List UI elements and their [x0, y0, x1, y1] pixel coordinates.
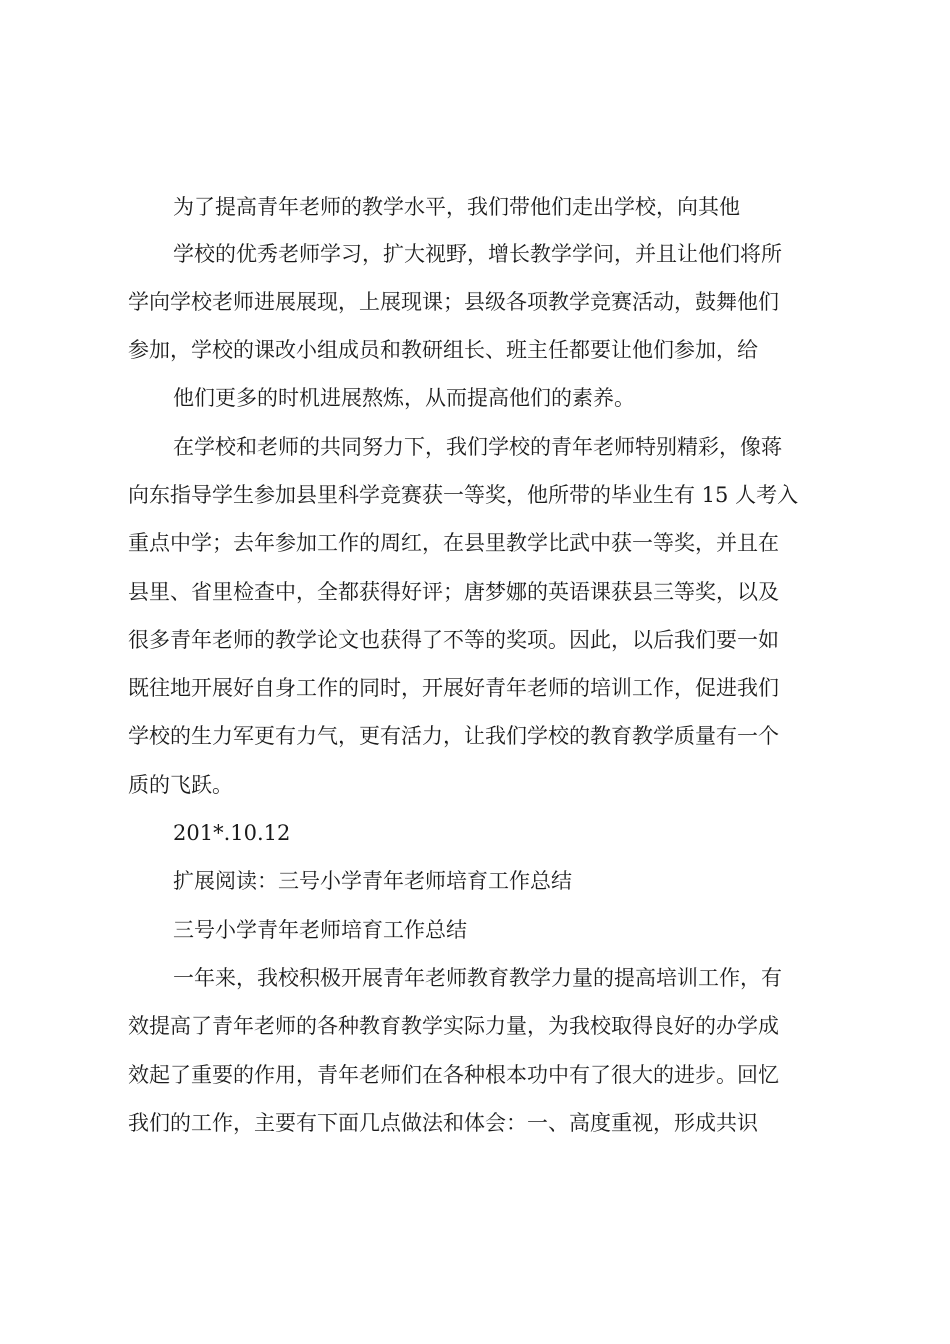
date-line: 201*.10.12	[173, 821, 291, 845]
text-line-1: 为了提高青年老师的教学水平，我们带他们走出学校，向其他	[173, 195, 740, 219]
text-line-5: 他们更多的时机进展熬炼，从而提高他们的素养。	[173, 386, 635, 410]
text-line-2: 学校的优秀老师学习，扩大视野，增长教学学问，并且让他们将所	[173, 242, 782, 266]
text-line-7: 向东指导学生参加县里科学竞赛获一等奖，他所带的毕业生有 15 人考入	[128, 483, 799, 507]
text-line-20: 我们的工作，主要有下面几点做法和体会：一、高度重视，形成共识	[128, 1111, 758, 1135]
text-line-18: 效提高了青年老师的各种教育教学实际力量，为我校取得良好的办学成	[128, 1014, 779, 1038]
text-line-4: 参加，学校的课改小组成员和教研组长、班主任都要让他们参加，给	[128, 338, 758, 362]
text-line-11: 既往地开展好自身工作的同时，开展好青年老师的培训工作，促进我们	[128, 676, 779, 700]
text-line-19: 效起了重要的作用，青年老师们在各种根本功中有了很大的进步。回忆	[128, 1063, 779, 1087]
text-line-3: 学向学校老师进展展现，上展现课；县级各项教学竞赛活动，鼓舞他们	[128, 290, 779, 314]
text-line-9: 县里、省里检查中，全都获得好评；唐梦娜的英语课获县三等奖，以及	[128, 580, 779, 604]
text-line-12: 学校的生力军更有力气，更有活力，让我们学校的教育教学质量有一个	[128, 724, 779, 748]
text-line-17: 一年来，我校积极开展青年老师教育教学力量的提高培训工作，有	[173, 966, 782, 990]
text-line-6: 在学校和老师的共同努力下，我们学校的青年老师特别精彩，像蒋	[173, 435, 782, 459]
text-line-10: 很多青年老师的教学论文也获得了不等的奖项。因此，以后我们要一如	[128, 628, 779, 652]
text-line-13: 质的飞跃。	[128, 773, 233, 797]
extended-reading-title: 扩展阅读：三号小学青年老师培育工作总结	[173, 869, 572, 893]
section-title: 三号小学青年老师培育工作总结	[173, 918, 467, 942]
text-line-8: 重点中学；去年参加工作的周红，在县里教学比武中获一等奖，并且在	[128, 531, 779, 555]
